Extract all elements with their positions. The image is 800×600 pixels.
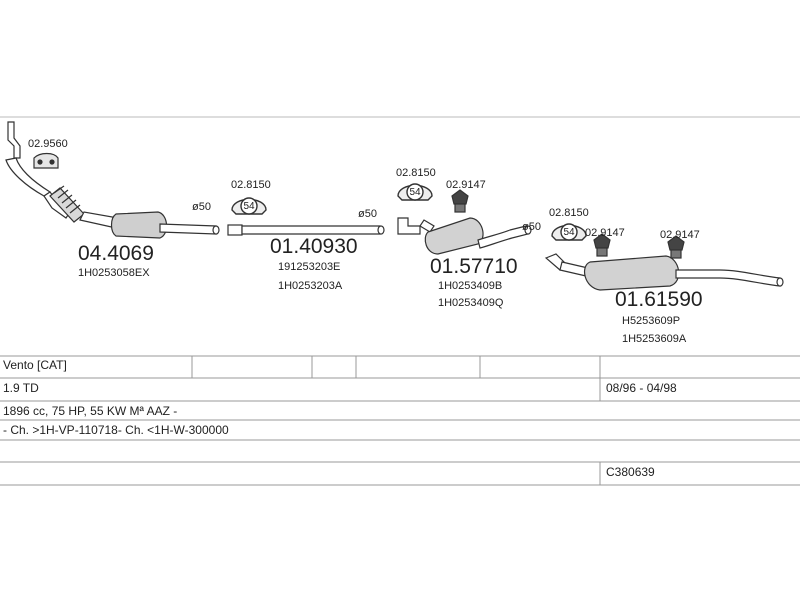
middle-silencer [398,218,531,254]
clamp-part-label: 02.8150 [549,207,589,219]
clamp-bracket-icon [34,154,58,169]
middle-silencer-oe-number: 1H0253409B [438,280,503,292]
clamp-size-label: 54 [243,201,255,212]
clamp-size-label: 54 [409,187,421,198]
pipe-oe-number: 191253203E [278,261,341,273]
diameter-label: ø50 [522,221,541,233]
clamp-part-label: 02.9560 [28,138,68,150]
hanger-part-label: 02.9147 [660,229,700,241]
reference-code: C380639 [606,465,655,479]
clamp-part-label: 02.8150 [396,167,436,179]
clamp-54-icon [398,184,432,200]
rear-silencer [546,254,783,290]
engine-type: 1.9 TD [3,381,39,395]
clamp-54-icon [232,198,266,214]
diameter-label: ø50 [358,208,377,220]
rubber-hanger-icon [452,190,468,212]
rear-silencer-part-number: 01.61590 [615,288,703,311]
middle-silencer-oe-number: 1H0253409Q [438,297,504,309]
hanger-part-label: 02.9147 [446,179,486,191]
clamp-54-icon [552,224,586,240]
middle-silencer-part-number: 01.57710 [430,255,518,278]
clamp-part-label: 02.8150 [231,179,271,191]
intermediate-pipe [228,225,384,235]
hanger-part-label: 02.9147 [585,227,625,239]
engine-spec: 1896 cc, 75 HP, 55 KW Mª AAZ - [3,404,178,418]
production-years: 08/96 - 04/98 [606,381,677,395]
pipe-oe-number: 1H0253203A [278,280,343,292]
clamp-size-label: 54 [563,227,575,238]
diameter-label: ø50 [192,201,211,213]
chassis-range: - Ch. >1H-VP-110718- Ch. <1H-W-300000 [3,423,229,437]
info-table-grid [0,356,800,485]
rear-silencer-oe-number: 1H5253609A [622,333,687,345]
pipe-part-number: 01.40930 [270,235,358,258]
catalyst-part-number: 04.4069 [78,242,154,265]
vehicle-model: Vento [CAT] [3,358,67,372]
rear-silencer-oe-number: H5253609P [622,315,681,327]
catalyst-oe-number: 1H0253058EX [78,267,150,279]
